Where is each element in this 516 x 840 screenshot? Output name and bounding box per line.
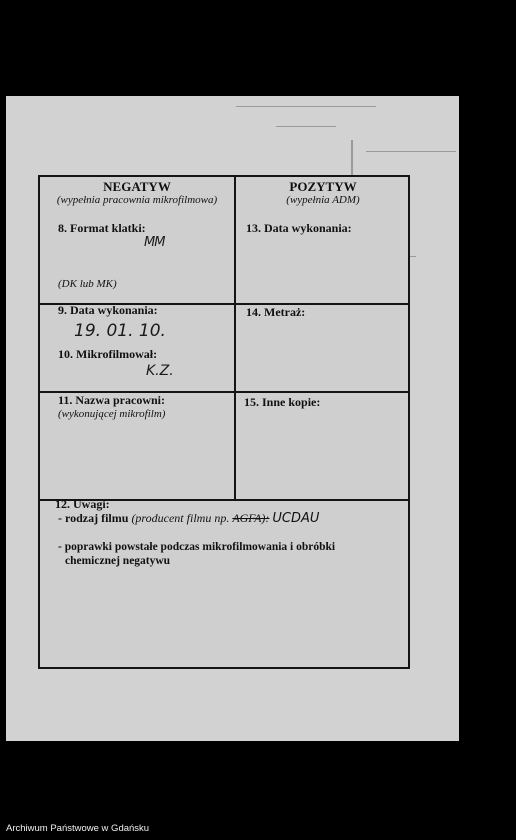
mikrofilmowal-value: K.Z.: [146, 363, 174, 379]
negatyw-title: NEGATYW: [103, 179, 171, 194]
scan-mark: [366, 151, 456, 152]
format-klatki-label: 8. Format klatki:: [58, 221, 146, 235]
data-wykonania-value: 19. 01. 10.: [74, 321, 166, 341]
uwagi-line-1: [58, 511, 319, 526]
negatyw-subtitle: (wypełnia pracownia mikrofilmowa): [56, 194, 218, 206]
rodzaj-filmu-struck: AGFA):: [232, 511, 270, 525]
nazwa-pracowni-note: (wykonującej mikrofilm): [58, 408, 166, 420]
format-klatki-value: MM: [144, 235, 165, 250]
uwagi-line-3: chemicznej negatywu: [65, 555, 171, 567]
format-klatki-note: (DK lub MK): [58, 278, 117, 290]
inne-kopie-label: 15. Inne kopie:: [244, 395, 321, 409]
nazwa-pracowni-label: 11. Nazwa pracowni:: [58, 393, 165, 407]
uwagi-label: 12. Uwagi:: [55, 497, 110, 511]
data-wykonania-label: 9. Data wykonania:: [58, 303, 158, 317]
pozytyw-subtitle: (wypełnia ADM): [286, 194, 360, 206]
archive-footer: Archiwum Państwowe w Gdańsku: [6, 823, 150, 834]
pozytyw-title: POZYTYW: [289, 179, 357, 194]
form-table: [38, 175, 410, 669]
rodzaj-filmu-value: UCDAU: [272, 511, 320, 526]
scan-mark: [236, 106, 376, 107]
column-divider: [234, 177, 236, 499]
mikrofilmowal-label: 10. Mikrofilmował:: [58, 347, 158, 361]
uwagi-line-2: - poprawki powstałe podczas mikrofilmowania i obróbki: [58, 541, 336, 553]
rodzaj-filmu-hint: (producent filmu np.: [131, 511, 230, 525]
rodzaj-filmu-label: - rodzaj filmu: [58, 511, 129, 525]
pozytyw-data-wykonania-label: 13. Data wykonania:: [246, 221, 352, 235]
scan-mark: [276, 126, 336, 127]
metraz-label: 14. Metraż:: [246, 305, 306, 319]
